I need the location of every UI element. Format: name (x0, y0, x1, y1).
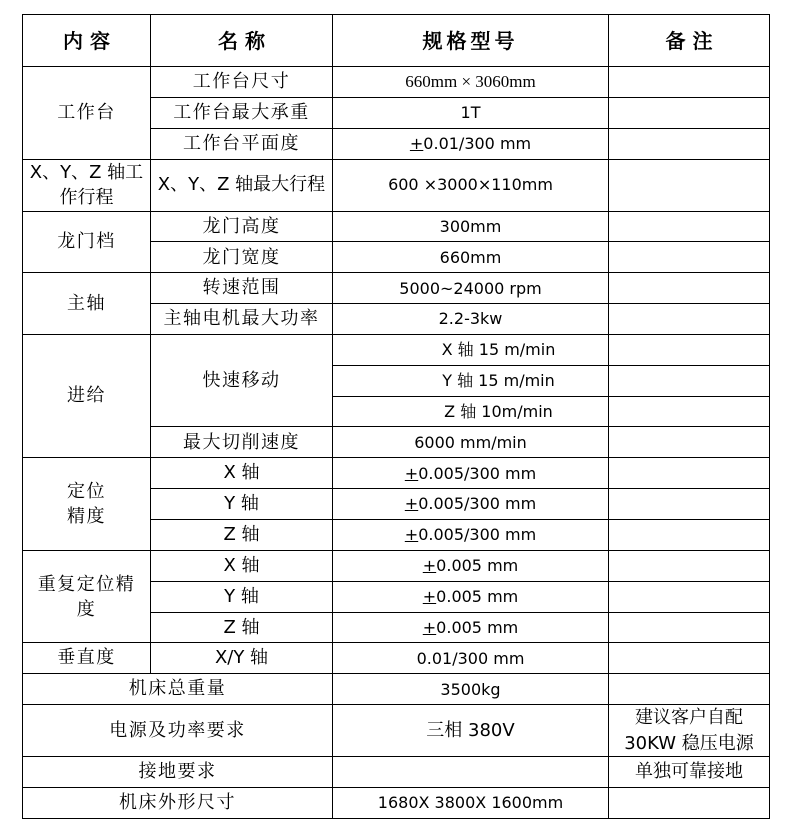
remark-cell (609, 643, 770, 674)
tolerance-value (405, 494, 536, 513)
item-axis-y: Y 轴 (151, 582, 333, 613)
tolerance-text: 0.005 mm (436, 617, 519, 637)
plus-minus-sign: + (404, 494, 419, 514)
spec-repeatability-y (333, 582, 609, 613)
spec-power-supply: 三相 380V (333, 705, 609, 757)
spec-positioning-x (333, 458, 609, 489)
remark-cell (609, 551, 770, 582)
remark-grounding: 单独可靠接地 (609, 757, 770, 788)
remark-cell (609, 335, 770, 366)
item-worktable-flatness: 工作台平面度 (151, 129, 333, 160)
category-positioning (23, 458, 151, 551)
remark-power-supply-line-2: 30KW 稳压电源 (624, 732, 754, 754)
item-rapid-traverse: 快速移动 (151, 335, 333, 428)
plus-minus-sign: + (422, 617, 437, 637)
tolerance-text: 0.01/300 mm (423, 134, 532, 154)
header-content: 内 容 (23, 15, 151, 67)
tolerance-text: 0.005/300 mm (418, 525, 537, 545)
tolerance-value (410, 134, 531, 153)
header-name: 名 称 (151, 15, 333, 67)
remark-cell (609, 304, 770, 335)
remark-cell (609, 489, 770, 520)
category-perpendicularity: 垂直度 (23, 643, 151, 674)
item-worktable-size: 工作台尺寸 (151, 67, 333, 98)
spec-positioning-y (333, 489, 609, 520)
item-grounding: 接地要求 (23, 757, 333, 788)
spec-spindle-speed: 5000~24000 rpm (333, 273, 609, 304)
header-spec: 规格型号 (333, 15, 609, 67)
item-axis-z: Z 轴 (151, 613, 333, 644)
category-spindle: 主轴 (23, 273, 151, 335)
tolerance-value (405, 464, 536, 483)
category-positioning-line-2: 精度 (67, 506, 106, 528)
plus-minus-sign: + (404, 463, 419, 483)
spec-rapid-z: Z 轴 10m/min (333, 397, 609, 428)
remark-cell (609, 273, 770, 304)
tolerance-value (423, 618, 518, 637)
tolerance-value (423, 587, 518, 606)
plus-minus-sign: + (409, 134, 424, 154)
remark-cell (609, 98, 770, 129)
remark-cell (609, 582, 770, 613)
item-spindle-speed: 转速范围 (151, 273, 333, 304)
item-machine-dimensions: 机床外形尺寸 (23, 788, 333, 819)
spec-worktable-flatness (333, 129, 609, 160)
category-feed: 进给 (23, 335, 151, 458)
remark-cell (609, 397, 770, 428)
plus-minus-sign: + (422, 586, 437, 606)
category-travel (23, 160, 151, 212)
spec-table (22, 14, 770, 819)
item-perpendicularity: X/Y 轴 (151, 643, 333, 674)
item-travel: X、Y、Z 轴最大行程 (151, 160, 333, 212)
spec-rapid-x: X 轴 15 m/min (333, 335, 609, 366)
tolerance-text: 0.005 mm (436, 586, 519, 606)
remark-cell (609, 674, 770, 705)
category-travel-line-1: X、Y、Z 轴工 (29, 162, 144, 184)
item-gantry-height: 龙门高度 (151, 212, 333, 243)
item-spindle-power: 主轴电机最大功率 (151, 304, 333, 335)
spec-gantry-width: 660mm (333, 242, 609, 273)
remark-cell (609, 129, 770, 160)
remark-power-supply-line-1: 建议客户自配 (635, 706, 743, 728)
tolerance-text: 0.005/300 mm (418, 463, 537, 483)
item-axis-y: Y 轴 (151, 489, 333, 520)
remark-power-supply (609, 705, 770, 757)
spec-positioning-z (333, 520, 609, 551)
item-axis-x: X 轴 (151, 458, 333, 489)
category-worktable: 工作台 (23, 67, 151, 160)
spec-cell (333, 757, 609, 788)
category-gantry: 龙门档 (23, 212, 151, 274)
item-worktable-max-load: 工作台最大承重 (151, 98, 333, 129)
tolerance-text: 0.005/300 mm (418, 494, 537, 514)
item-max-cutting-speed: 最大切削速度 (151, 427, 333, 458)
spec-gantry-height: 300mm (333, 212, 609, 243)
remark-cell (609, 242, 770, 273)
spec-worktable-size: 660mm × 3060mm (333, 67, 609, 98)
category-travel-line-2: 作行程 (59, 187, 114, 209)
item-power-supply: 电源及功率要求 (23, 705, 333, 757)
spec-spindle-power: 2.2-3kw (333, 304, 609, 335)
remark-cell (609, 160, 770, 212)
remark-cell (609, 67, 770, 98)
spec-repeatability-z (333, 613, 609, 644)
spec-machine-dimensions: 1680X 3800X 1600mm (333, 788, 609, 819)
remark-cell (609, 366, 770, 397)
spec-worktable-max-load: 1T (333, 98, 609, 129)
remark-cell (609, 788, 770, 819)
tolerance-value (423, 556, 518, 575)
item-gantry-width: 龙门宽度 (151, 242, 333, 273)
spec-machine-weight: 3500kg (333, 674, 609, 705)
tolerance-value (405, 525, 536, 544)
spec-perpendicularity: 0.01/300 mm (333, 643, 609, 674)
remark-cell (609, 613, 770, 644)
category-repeatability-line-2: 度 (76, 598, 97, 620)
spec-rapid-y: Y 轴 15 m/min (333, 366, 609, 397)
category-repeatability-line-1: 重复定位精 (37, 573, 136, 595)
item-axis-x: X 轴 (151, 551, 333, 582)
item-machine-weight: 机床总重量 (23, 674, 333, 705)
remark-cell (609, 427, 770, 458)
category-positioning-line-1: 定位 (67, 481, 106, 503)
tolerance-text: 0.005 mm (436, 556, 519, 576)
spec-max-cutting-speed: 6000 mm/min (333, 427, 609, 458)
header-remark: 备 注 (609, 15, 770, 67)
item-axis-z: Z 轴 (151, 520, 333, 551)
category-repeatability (23, 551, 151, 644)
remark-cell (609, 520, 770, 551)
spec-travel: 600 ×3000×110mm (333, 160, 609, 212)
remark-cell (609, 458, 770, 489)
plus-minus-sign: + (422, 556, 437, 576)
remark-cell (609, 212, 770, 243)
plus-minus-sign: + (404, 525, 419, 545)
spec-repeatability-x (333, 551, 609, 582)
